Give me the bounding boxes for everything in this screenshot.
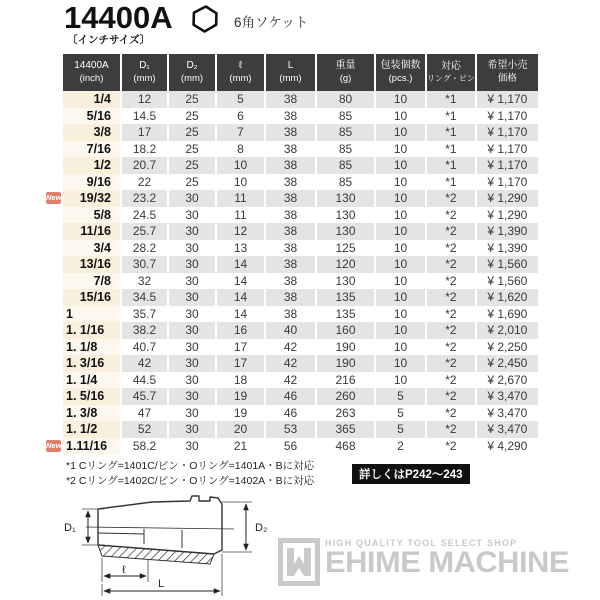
data-cell: *2 (426, 190, 476, 207)
data-cell: 30 (168, 223, 216, 240)
data-cell: 30 (168, 322, 216, 339)
data-cell: ¥ 1,170 (476, 157, 538, 174)
size-note: 〔インチサイズ〕 (67, 34, 151, 46)
shop-name: EHIME MACHINE (325, 546, 569, 579)
data-cell: ¥ 1,170 (476, 108, 538, 125)
table-row (63, 223, 538, 240)
column-header-0: 14400A (inch) (63, 54, 121, 91)
data-cell: 30 (168, 190, 216, 207)
data-cell: 365 (316, 421, 375, 438)
data-cell: 7 (216, 124, 265, 141)
data-cell: 35.7 (121, 306, 168, 323)
size-cell: 5/16 (63, 108, 121, 125)
data-cell: 85 (316, 108, 375, 125)
size-cell: 19/32 New (63, 190, 121, 207)
data-cell: 30 (168, 388, 216, 405)
data-cell: 46 (265, 405, 316, 422)
data-cell: 190 (316, 355, 375, 372)
data-cell: 25 (168, 108, 216, 125)
data-cell: *2 (426, 273, 476, 290)
data-cell: 52 (121, 421, 168, 438)
diagram-label-L: L (158, 578, 165, 590)
data-cell: 85 (316, 174, 375, 191)
more-info-badge: 詳しくはP242～243 (352, 464, 470, 484)
table-row (63, 306, 538, 323)
data-cell: 38 (265, 108, 316, 125)
data-cell: 8 (216, 141, 265, 158)
data-cell: ¥ 3,470 (476, 421, 538, 438)
data-cell: 10 (375, 174, 426, 191)
column-header-6: 包装個数 (pcs.) (375, 54, 426, 91)
table-row (63, 108, 538, 125)
data-cell: 18.2 (121, 141, 168, 158)
data-cell: 38 (265, 174, 316, 191)
shop-watermark (278, 538, 569, 586)
new-badge: New (46, 193, 62, 202)
data-cell: 10 (375, 256, 426, 273)
data-cell: 30 (168, 289, 216, 306)
data-cell: ¥ 1,170 (476, 91, 538, 108)
data-cell: 14 (216, 256, 265, 273)
data-cell: 5 (375, 421, 426, 438)
data-cell: 23.2 (121, 190, 168, 207)
size-cell: 3/4 (63, 240, 121, 257)
data-cell: 10 (375, 240, 426, 257)
data-cell: ¥ 4,290 (476, 438, 538, 455)
size-cell: 5/8 (63, 207, 121, 224)
data-cell: 30 (168, 438, 216, 455)
table-row (63, 207, 538, 224)
data-cell: 20 (216, 421, 265, 438)
data-cell: 135 (316, 306, 375, 323)
data-cell: 30 (168, 355, 216, 372)
column-header-7: 対応 リング・ピン (426, 54, 476, 91)
data-cell: 160 (316, 322, 375, 339)
data-cell: ¥ 1,170 (476, 174, 538, 191)
data-cell: 38 (265, 190, 316, 207)
table-row (63, 421, 538, 438)
data-cell: 130 (316, 190, 375, 207)
data-cell: 12 (216, 223, 265, 240)
column-header-8: 希望小売 価格 (476, 54, 538, 91)
data-cell: 6 (216, 108, 265, 125)
data-cell: 14.5 (121, 108, 168, 125)
data-cell: *2 (426, 256, 476, 273)
data-cell: 30 (168, 207, 216, 224)
data-cell: 25 (168, 91, 216, 108)
size-cell: 1. 3/16 (63, 355, 121, 372)
size-cell: 1. 3/8 (63, 405, 121, 422)
data-cell: 5 (216, 91, 265, 108)
table-row (63, 240, 538, 257)
data-cell: *2 (426, 289, 476, 306)
data-cell: ¥ 1,170 (476, 124, 538, 141)
data-cell: 42 (265, 355, 316, 372)
data-cell: ¥ 1,390 (476, 240, 538, 257)
data-cell: 40.7 (121, 339, 168, 356)
data-cell: *2 (426, 438, 476, 455)
data-cell: 10 (375, 322, 426, 339)
data-cell: *1 (426, 174, 476, 191)
data-cell: ¥ 1,560 (476, 256, 538, 273)
data-cell: 30.7 (121, 256, 168, 273)
data-cell: 42 (121, 355, 168, 372)
data-cell: 56 (265, 438, 316, 455)
data-cell: 80 (316, 91, 375, 108)
data-cell: 17 (216, 339, 265, 356)
table-row (63, 124, 538, 141)
data-cell: 10 (216, 157, 265, 174)
data-cell: 260 (316, 388, 375, 405)
hexagon-icon (190, 4, 220, 34)
data-cell: 25 (168, 157, 216, 174)
size-cell: 1. 5/16 (63, 388, 121, 405)
size-cell: 1/4 (63, 91, 121, 108)
table-row (63, 405, 538, 422)
diagram-label-ell: ℓ (122, 564, 126, 576)
data-cell: 130 (316, 273, 375, 290)
table-row (63, 372, 538, 389)
size-cell: 1/2 (63, 157, 121, 174)
size-cell: 1 (63, 306, 121, 323)
data-cell: 10 (375, 124, 426, 141)
data-cell: 21 (216, 438, 265, 455)
data-cell: 10 (375, 190, 426, 207)
data-cell: 130 (316, 223, 375, 240)
table-row (63, 273, 538, 290)
data-cell: ¥ 2,010 (476, 322, 538, 339)
data-cell: 38 (265, 289, 316, 306)
table-header (63, 54, 538, 91)
data-cell: 85 (316, 157, 375, 174)
data-cell: 5 (375, 388, 426, 405)
page-title: 14400A (64, 0, 173, 35)
data-cell: ¥ 1,560 (476, 273, 538, 290)
size-cell: 11/16 (63, 223, 121, 240)
data-cell: 263 (316, 405, 375, 422)
data-cell: 38 (265, 240, 316, 257)
data-cell: 10 (375, 355, 426, 372)
data-cell: 38 (265, 306, 316, 323)
data-cell: 125 (316, 240, 375, 257)
size-cell: 1. 1/8 (63, 339, 121, 356)
data-cell: 10 (375, 306, 426, 323)
data-cell: 5 (375, 405, 426, 422)
size-cell: 3/8 (63, 124, 121, 141)
data-cell: 58.2 (121, 438, 168, 455)
data-cell: ¥ 2,450 (476, 355, 538, 372)
data-cell: *2 (426, 405, 476, 422)
table-row (63, 190, 538, 207)
data-cell: 34.5 (121, 289, 168, 306)
footnote-1: *1 Cリング=1401C/ピン・Oリング=1401A・Bに対応 (66, 460, 315, 472)
data-cell: 38 (265, 207, 316, 224)
size-cell: 1. 1/4 (63, 372, 121, 389)
data-cell: 18 (216, 372, 265, 389)
column-header-3: ℓ (mm) (216, 54, 265, 91)
data-cell: 30 (168, 339, 216, 356)
size-cell: 1. 1/16 (63, 322, 121, 339)
data-cell: 30 (168, 405, 216, 422)
data-cell: *1 (426, 141, 476, 158)
data-cell: 30 (168, 306, 216, 323)
data-cell: 85 (316, 141, 375, 158)
data-cell: *2 (426, 339, 476, 356)
data-cell: 40 (265, 322, 316, 339)
data-cell: 14 (216, 273, 265, 290)
data-cell: 10 (375, 289, 426, 306)
data-cell: 22 (121, 174, 168, 191)
data-cell: 14 (216, 306, 265, 323)
data-cell: ¥ 1,620 (476, 289, 538, 306)
data-cell: 216 (316, 372, 375, 389)
size-cell: 7/16 (63, 141, 121, 158)
table-row (63, 174, 538, 191)
data-cell: 24.5 (121, 207, 168, 224)
data-cell: *2 (426, 223, 476, 240)
data-cell: 11 (216, 207, 265, 224)
table-row (63, 157, 538, 174)
data-cell: 19 (216, 388, 265, 405)
data-cell: *2 (426, 372, 476, 389)
data-cell: *2 (426, 388, 476, 405)
data-cell: 44.5 (121, 372, 168, 389)
data-cell: ¥ 1,290 (476, 207, 538, 224)
data-cell: 10 (375, 157, 426, 174)
data-cell: 10 (375, 91, 426, 108)
data-cell: 38 (265, 157, 316, 174)
column-header-4: L (mm) (265, 54, 316, 91)
data-cell: 42 (265, 339, 316, 356)
data-cell: *2 (426, 322, 476, 339)
data-cell: 38 (265, 124, 316, 141)
data-cell: 10 (216, 174, 265, 191)
data-cell: ¥ 2,670 (476, 372, 538, 389)
data-cell: *1 (426, 108, 476, 125)
data-cell: ¥ 3,470 (476, 405, 538, 422)
data-cell: 32 (121, 273, 168, 290)
data-cell: 10 (375, 372, 426, 389)
data-cell: 12 (121, 91, 168, 108)
table-row (63, 339, 538, 356)
data-cell: *2 (426, 306, 476, 323)
data-cell: 30 (168, 256, 216, 273)
data-cell: 10 (375, 141, 426, 158)
table-row (63, 91, 538, 108)
data-cell: 30 (168, 240, 216, 257)
data-cell: 30 (168, 421, 216, 438)
data-cell: 28.2 (121, 240, 168, 257)
data-cell: 10 (375, 339, 426, 356)
data-cell: *2 (426, 207, 476, 224)
data-cell: *1 (426, 157, 476, 174)
diagram-label-d2: D₂ (255, 522, 268, 534)
data-cell: 38 (265, 141, 316, 158)
socket-dimension-diagram (52, 488, 307, 600)
data-cell: 45.7 (121, 388, 168, 405)
data-cell: 42 (265, 372, 316, 389)
data-cell: 10 (375, 207, 426, 224)
product-type-label: 6角ソケット (234, 15, 309, 30)
table-row (63, 256, 538, 273)
diagram-label-d1: D₁ (64, 522, 76, 534)
data-cell: ¥ 1,290 (476, 190, 538, 207)
size-cell: 13/16 (63, 256, 121, 273)
data-cell: 30 (168, 273, 216, 290)
size-cell: 7/8 (63, 273, 121, 290)
spec-table (46, 54, 538, 454)
column-header-2: D₂ (mm) (168, 54, 216, 91)
data-cell: 120 (316, 256, 375, 273)
size-cell: 1.11/16 New (63, 438, 121, 455)
data-cell: 135 (316, 289, 375, 306)
data-cell: 14 (216, 289, 265, 306)
data-cell: 38 (265, 223, 316, 240)
data-cell: 38 (265, 256, 316, 273)
data-cell: 25 (168, 141, 216, 158)
footnote-2: *2 Cリング=1402C/ピン・Oリング=1402A・Bに対応 (66, 475, 315, 487)
new-badge: New (46, 440, 62, 450)
data-cell: *1 (426, 91, 476, 108)
data-cell: 10 (375, 108, 426, 125)
table-row (63, 289, 538, 306)
table-row (63, 322, 538, 339)
data-cell: 10 (375, 273, 426, 290)
data-cell: 17 (216, 355, 265, 372)
column-header-5: 重量 (g) (316, 54, 375, 91)
column-header-1: D₁ (mm) (121, 54, 168, 91)
size-cell: 9/16 (63, 174, 121, 191)
footnotes (66, 459, 314, 489)
data-cell: 30 (168, 372, 216, 389)
data-cell: 20.7 (121, 157, 168, 174)
data-cell: 46 (265, 388, 316, 405)
data-cell: 16 (216, 322, 265, 339)
data-cell: *1 (426, 124, 476, 141)
data-cell: *2 (426, 240, 476, 257)
data-cell: 38 (265, 273, 316, 290)
data-cell: 47 (121, 405, 168, 422)
size-cell: 1. 1/2 (63, 421, 121, 438)
table-row (63, 388, 538, 405)
table-row (63, 438, 538, 455)
data-cell: 11 (216, 190, 265, 207)
data-cell: 25 (168, 124, 216, 141)
data-cell: *2 (426, 355, 476, 372)
size-cell: 15/16 (63, 289, 121, 306)
shop-tagline: HIGH QUALITY TOOL SELECT SHOP (325, 538, 518, 548)
data-cell: 38.2 (121, 322, 168, 339)
data-cell: 19 (216, 405, 265, 422)
data-cell: 17 (121, 124, 168, 141)
data-cell: 53 (265, 421, 316, 438)
data-cell: ¥ 2,250 (476, 339, 538, 356)
data-cell: 130 (316, 207, 375, 224)
data-cell: 85 (316, 124, 375, 141)
data-cell: ¥ 1,690 (476, 306, 538, 323)
table-row (63, 141, 538, 158)
data-cell: ¥ 1,170 (476, 141, 538, 158)
data-cell: ¥ 1,390 (476, 223, 538, 240)
data-cell: 25 (168, 174, 216, 191)
data-cell: 10 (375, 223, 426, 240)
data-cell: 38 (265, 91, 316, 108)
shop-logo-icon (278, 538, 320, 586)
data-cell: 25.7 (121, 223, 168, 240)
data-cell: ¥ 3,470 (476, 388, 538, 405)
data-cell: 2 (375, 438, 426, 455)
data-cell: *2 (426, 421, 476, 438)
table-row (63, 355, 538, 372)
data-cell: 468 (316, 438, 375, 455)
data-cell: 13 (216, 240, 265, 257)
data-cell: 190 (316, 339, 375, 356)
